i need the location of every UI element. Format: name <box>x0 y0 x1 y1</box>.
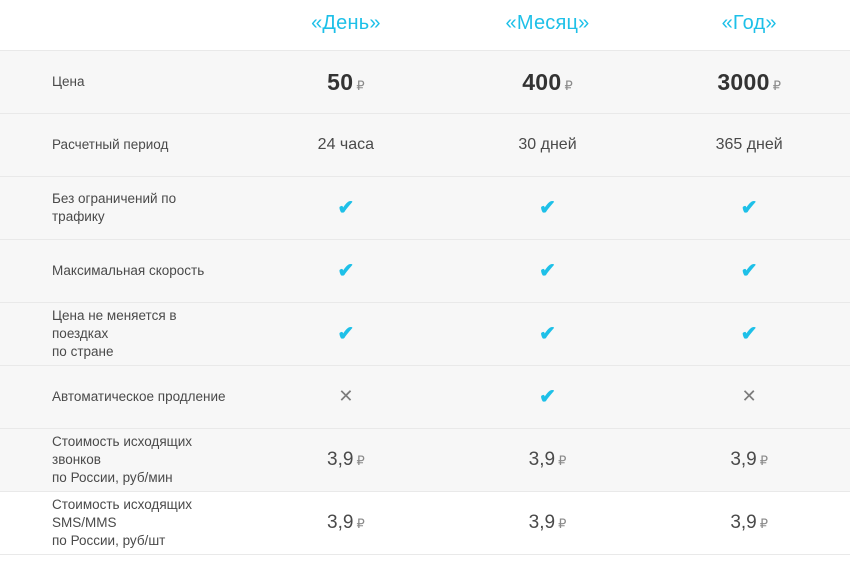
price-amount: 3,9 <box>327 449 354 470</box>
currency-symbol: ₽ <box>759 453 769 468</box>
cell-speed-year <box>648 240 850 303</box>
cell-travel-year <box>648 303 850 366</box>
header-row <box>0 0 850 51</box>
check-icon: ✔ <box>740 259 758 282</box>
row-label-outgoing-calls <box>0 429 245 492</box>
cell-speed-day <box>245 240 447 303</box>
row-label-auto-renewal: Автоматическое продление <box>0 366 245 429</box>
cell-price-year <box>648 51 850 114</box>
cell-calls-day <box>245 429 447 492</box>
row-label-line2: по стране <box>52 344 114 360</box>
row-label-line1: Цена не меняется в поездках <box>52 307 177 341</box>
cell-sms-day <box>245 492 447 555</box>
currency-symbol: ₽ <box>558 453 567 468</box>
cell-price-day <box>245 51 447 114</box>
price-amount: 3000 <box>717 68 770 95</box>
currency-symbol: ₽ <box>759 516 769 531</box>
plan-title: «День» <box>311 11 381 34</box>
price-amount: 3,9 <box>528 449 556 470</box>
row-label-outgoing-sms <box>0 492 245 555</box>
table-row <box>0 177 850 240</box>
row-label-line2: по России, руб/шт <box>52 533 166 549</box>
table-row <box>0 303 850 366</box>
check-icon: ✔ <box>539 196 556 219</box>
price-amount: 3,9 <box>528 512 556 533</box>
table-row <box>0 240 850 303</box>
currency-symbol: ₽ <box>356 77 365 93</box>
row-label-unlimited-traffic: Без ограничений по трафику <box>0 177 245 240</box>
cell-sms-month <box>447 492 649 555</box>
cell-sms-year <box>648 492 850 555</box>
plan-header-year <box>648 0 850 51</box>
cell-calls-month <box>447 429 649 492</box>
currency-symbol: ₽ <box>356 516 365 531</box>
cell-period-year <box>648 114 850 177</box>
price-amount: 3,9 <box>327 512 354 533</box>
cell-travel-month <box>447 303 649 366</box>
table-row <box>0 492 850 555</box>
cell-renewal-month <box>447 366 649 429</box>
check-icon: ✔ <box>539 322 556 345</box>
currency-symbol: ₽ <box>558 516 567 531</box>
check-icon: ✔ <box>539 259 556 282</box>
cell-unlimited-month <box>447 177 649 240</box>
cell-period-day <box>245 114 447 177</box>
currency-symbol: ₽ <box>772 77 781 93</box>
table-row <box>0 51 850 114</box>
table-row <box>0 429 850 492</box>
check-icon: ✔ <box>337 322 355 345</box>
cell-price-month <box>447 51 649 114</box>
plan-title: «Год» <box>721 11 777 34</box>
row-label-billing-period: Расчетный период <box>0 114 245 177</box>
period-value: 30 дней <box>518 136 577 153</box>
price-amount: 400 <box>522 68 562 95</box>
cell-unlimited-day <box>245 177 447 240</box>
plan-header-day <box>245 0 447 51</box>
check-icon: ✔ <box>740 322 758 345</box>
row-label-line1: Стоимость исходящих звонков <box>52 433 193 467</box>
table-row <box>0 366 850 429</box>
price-amount: 3,9 <box>730 449 757 470</box>
plan-header-month <box>447 0 649 51</box>
check-icon: ✔ <box>337 196 355 219</box>
cell-renewal-day <box>245 366 447 429</box>
cross-icon: ✕ <box>338 386 354 406</box>
plan-title: «Месяц» <box>505 11 590 34</box>
price-amount: 50 <box>327 68 354 95</box>
row-label-max-speed: Максимальная скорость <box>0 240 245 303</box>
cross-icon: ✕ <box>741 386 757 406</box>
check-icon: ✔ <box>337 259 355 282</box>
cell-travel-day <box>245 303 447 366</box>
header-feature-column <box>0 0 245 51</box>
check-icon: ✔ <box>539 385 556 408</box>
price-amount: 3,9 <box>730 512 757 533</box>
table-header <box>0 0 850 51</box>
table-row <box>0 114 850 177</box>
cell-period-month <box>447 114 649 177</box>
cell-renewal-year <box>648 366 850 429</box>
cell-unlimited-year <box>648 177 850 240</box>
cell-speed-month <box>447 240 649 303</box>
row-label-price: Цена <box>0 51 245 114</box>
table-body <box>0 51 850 555</box>
check-icon: ✔ <box>740 196 758 219</box>
cell-calls-year <box>648 429 850 492</box>
currency-symbol: ₽ <box>564 77 573 93</box>
period-value: 24 часа <box>317 136 375 153</box>
row-label-line2: по России, руб/мин <box>52 470 173 486</box>
row-label-same-price-travel <box>0 303 245 366</box>
period-value: 365 дней <box>715 136 783 153</box>
currency-symbol: ₽ <box>356 453 365 468</box>
row-label-line1: Стоимость исходящих SMS/MMS <box>52 496 193 530</box>
